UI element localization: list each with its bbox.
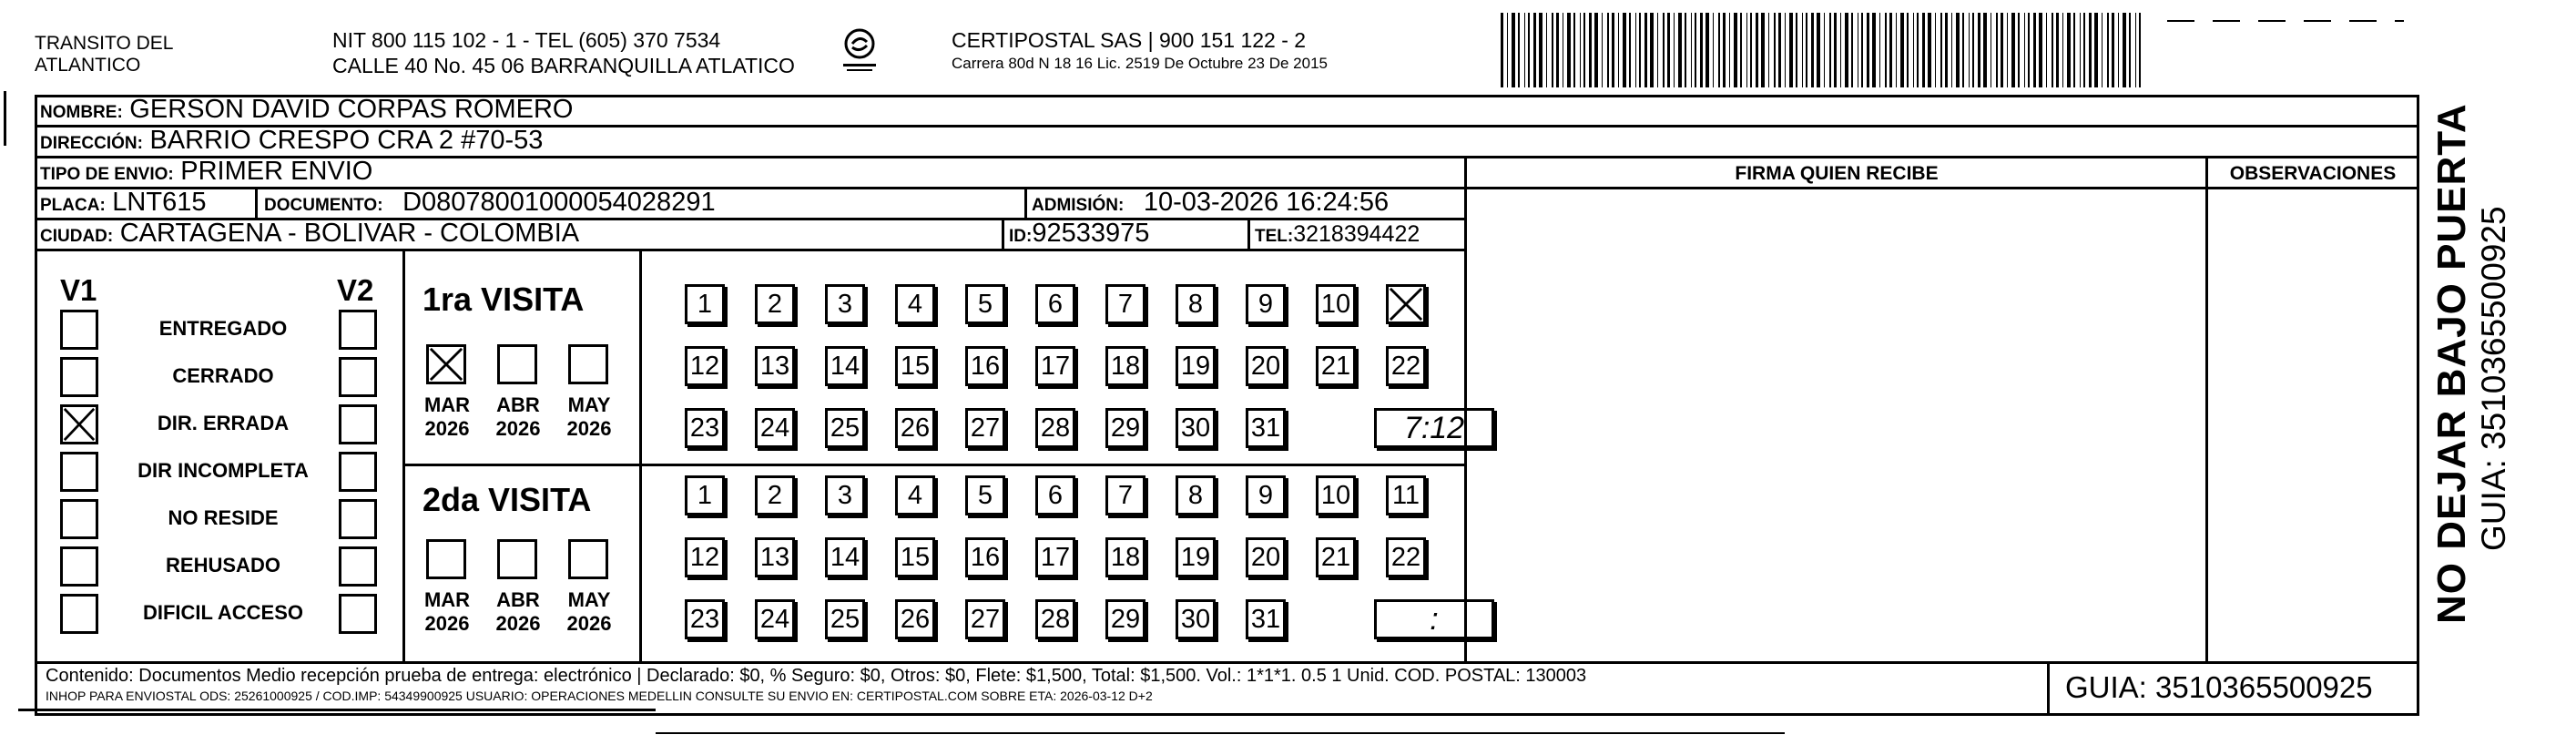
month-name: MAY [567,393,611,416]
placa-value: LNT615 [112,188,207,217]
day-box[interactable]: 27 [965,408,1005,448]
day-box[interactable]: 31 [1246,599,1286,639]
day-box[interactable]: 18 [1105,346,1145,386]
id-label: ID: [1009,227,1033,246]
day-box[interactable]: 17 [1035,346,1075,386]
certipostal-line1: CERTIPOSTAL SAS | 900 151 122 - 2 [952,28,1307,52]
contenido-text: Contenido: Documentos Medio recepción prueba de entrega: electrónico | Declarado: $0, % Seguro: $0, Otros: $0, Flete: $1,500, Total: $1,500. Vol.: 1*1*1. 0.5 1 Unid. COD. POSTAL: 130003 [46,666,1587,686]
day-box[interactable]: 16 [965,537,1005,577]
day-box[interactable]: 27 [965,599,1005,639]
day-box[interactable]: 30 [1176,408,1216,448]
day-box[interactable]: 30 [1176,599,1216,639]
no-dejar-bajo-puerta: NO DEJAR BAJO PUERTA [2429,103,2474,624]
day-box[interactable]: 23 [685,599,725,639]
day-box[interactable]: 29 [1105,599,1145,639]
day-box[interactable]: 9 [1246,475,1286,515]
observaciones-area[interactable] [2209,189,2417,660]
tipo-envio-field [40,157,372,189]
day-box[interactable]: 10 [1316,284,1356,324]
cut-line [2167,20,2404,22]
nit-line: NIT 800 115 102 - 1 - TEL (605) 370 7534 [332,28,721,52]
v2-checkbox[interactable] [339,452,377,492]
day-box[interactable]: 6 [1035,475,1075,515]
v1-checkbox[interactable] [60,546,98,587]
month-year: 2026 [566,612,612,635]
day-box[interactable]: 21 [1316,537,1356,577]
month-name: ABR [496,393,540,416]
day-box[interactable]: 26 [895,408,935,448]
admision-label: ADMISIÓN: [1032,196,1125,215]
day-box[interactable]: 8 [1176,475,1216,515]
second-visit-title: 2da VISITA [423,481,592,518]
scan-line [18,709,656,711]
day-box[interactable]: 14 [825,537,865,577]
month-label [486,588,550,636]
tel-label: TEL: [1255,227,1294,246]
day-box[interactable]: 15 [895,346,935,386]
tipo-envio-label: TIPO DE ENVIO: [40,165,174,184]
month-year: 2026 [566,417,612,440]
observaciones-header: OBSERVACIONES [2229,163,2397,184]
tel-value: 3218394422 [1293,221,1420,247]
month-label [415,588,479,636]
day-box[interactable]: 8 [1176,284,1216,324]
day-box[interactable]: 14 [825,346,865,386]
day-box[interactable]: 24 [755,408,795,448]
day-box[interactable]: 2 [755,475,795,515]
documento-value: D08078001000054028291 [402,188,716,217]
status-label: NO RESIDE [168,506,279,529]
month-label [415,393,479,441]
v1-checkbox[interactable] [60,452,98,492]
firma-header: FIRMA QUIEN RECIBE [1735,163,1939,184]
day-box[interactable]: 29 [1105,408,1145,448]
status-label: CERRADO [172,364,274,387]
v1-header: V1 [60,273,97,307]
v2-checkbox[interactable] [339,404,377,444]
time-box[interactable]: : [1374,599,1494,639]
month-name: MAR [423,393,471,416]
v1-checkbox[interactable] [60,594,98,634]
day-box[interactable]: 7 [1105,475,1145,515]
day-box[interactable]: 15 [895,537,935,577]
admision-value: 10-03-2026 16:24:56 [1143,188,1390,217]
day-box[interactable]: 18 [1105,537,1145,577]
first-visit-title: 1ra VISITA [423,281,585,318]
month-checkbox[interactable] [497,539,537,579]
scan-line [656,732,1785,734]
month-name: ABR [496,588,540,611]
day-box[interactable]: 5 [965,284,1005,324]
month-name: MAY [567,588,611,611]
ciudad-value: CARTAGENA - BOLIVAR - COLOMBIA [119,219,580,248]
day-box[interactable]: 7 [1105,284,1145,324]
day-box[interactable]: 31 [1246,408,1286,448]
day-box[interactable]: 17 [1035,537,1075,577]
nombre-label: NOMBRE: [40,103,123,122]
day-box[interactable]: 2 [755,284,795,324]
v1-checkbox[interactable] [60,357,98,397]
day-box[interactable]: 3 [825,284,865,324]
month-checkbox[interactable] [426,344,466,384]
day-box[interactable]: 16 [965,346,1005,386]
status-label: REHUSADO [166,554,280,577]
month-checkbox[interactable] [568,539,608,579]
company-line2: ATLANTICO [35,55,141,76]
status-label: ENTREGADO [158,317,288,340]
day-box[interactable]: 19 [1176,537,1216,577]
day-box[interactable]: 26 [895,599,935,639]
company-line1: TRANSITO DEL [35,33,174,54]
direccion-value: BARRIO CRESPO CRA 2 #70-53 [149,126,544,155]
month-label [557,588,621,636]
usuario-text: INHOP PARA ENVIOSTAL ODS: 25261000925 / COD.IMP: 54349900925 USUARIO: OPERACIONES MEDELLIN CONSULTE SU ENVIO EN: CERTIPOSTAL.COM SOBRE ETA: 2026-03-12 D+2 [46,689,1153,703]
status-label: DIR. ERRADA [157,412,290,434]
v1-checkbox[interactable] [60,404,98,444]
day-box[interactable] [1386,284,1426,324]
nombre-field [40,95,573,128]
time-box[interactable]: 7:12 [1374,408,1494,448]
status-label: DIR INCOMPLETA [137,459,309,482]
day-box[interactable]: 5 [965,475,1005,515]
month-year: 2026 [495,417,541,440]
placa-label: PLACA: [40,196,106,215]
direccion-label: DIRECCIÓN: [40,134,143,153]
day-box[interactable]: 22 [1386,537,1426,577]
tipo-envio-value: PRIMER ENVIO [180,157,373,186]
v2-checkbox[interactable] [339,357,377,397]
day-box[interactable]: 25 [825,599,865,639]
v1-checkbox[interactable] [60,499,98,539]
day-box[interactable]: 24 [755,599,795,639]
v2-checkbox[interactable] [339,310,377,350]
documento-label: DOCUMENTO: [264,196,383,215]
day-box[interactable]: 12 [685,346,725,386]
day-box[interactable]: 9 [1246,284,1286,324]
v1-checkbox[interactable] [60,310,98,350]
documento-field [264,188,716,220]
v2-checkbox[interactable] [339,594,377,634]
barcode [1501,13,2145,87]
day-box[interactable]: 28 [1035,599,1075,639]
status-label: DIFICIL ACCESO [142,601,303,624]
v2-header: V2 [337,273,374,307]
tel-field [1255,219,1420,251]
admision-field [1032,188,1389,220]
day-box[interactable]: 10 [1316,475,1356,515]
id-field [1009,219,1149,251]
day-box[interactable]: 19 [1176,346,1216,386]
scan-line [4,91,6,146]
address-line: CALLE 40 No. 45 06 BARRANQUILLA ATLATICO [332,54,795,77]
month-checkbox[interactable] [426,539,466,579]
day-box[interactable]: 3 [825,475,865,515]
v2-checkbox[interactable] [339,499,377,539]
ciudad-field [40,219,579,251]
month-label [557,393,621,441]
placa-field [40,188,206,220]
month-name: MAR [423,588,471,611]
month-checkbox[interactable] [568,344,608,384]
day-box[interactable]: 1 [685,475,725,515]
day-box[interactable]: 20 [1246,537,1286,577]
day-box[interactable]: 23 [685,408,725,448]
month-label [486,393,550,441]
certipostal-logo-icon [840,27,880,75]
day-box[interactable]: 1 [685,284,725,324]
day-box[interactable]: 13 [755,346,795,386]
day-box[interactable]: 13 [755,537,795,577]
v2-checkbox[interactable] [339,546,377,587]
day-box[interactable]: 4 [895,284,935,324]
id-value: 92533975 [1032,219,1150,248]
month-year: 2026 [424,612,470,635]
sender-info [332,27,795,78]
direccion-field [40,126,543,158]
day-box[interactable]: 25 [825,408,865,448]
day-box[interactable]: 12 [685,537,725,577]
month-year: 2026 [495,612,541,635]
certipostal-line2: Carrera 80d N 18 16 Lic. 2519 De Octubre 23 De 2015 [952,55,1328,72]
company-name [35,33,173,77]
month-checkbox[interactable] [497,344,537,384]
day-box[interactable]: 6 [1035,284,1075,324]
certipostal-info [952,27,1328,75]
month-year: 2026 [424,417,470,440]
day-box[interactable]: 22 [1386,346,1426,386]
day-box[interactable]: 4 [895,475,935,515]
guia-footer: GUIA: 3510365500925 [2065,670,2373,704]
day-box[interactable]: 20 [1246,346,1286,386]
signature-area[interactable] [1468,189,2205,660]
ciudad-label: CIUDAD: [40,227,114,246]
nombre-value: GERSON DAVID CORPAS ROMERO [129,95,574,124]
day-box[interactable]: 28 [1035,408,1075,448]
day-box[interactable]: 11 [1386,475,1426,515]
day-box[interactable]: 21 [1316,346,1356,386]
side-guia: GUIA: 3510365500925 [2475,206,2512,551]
